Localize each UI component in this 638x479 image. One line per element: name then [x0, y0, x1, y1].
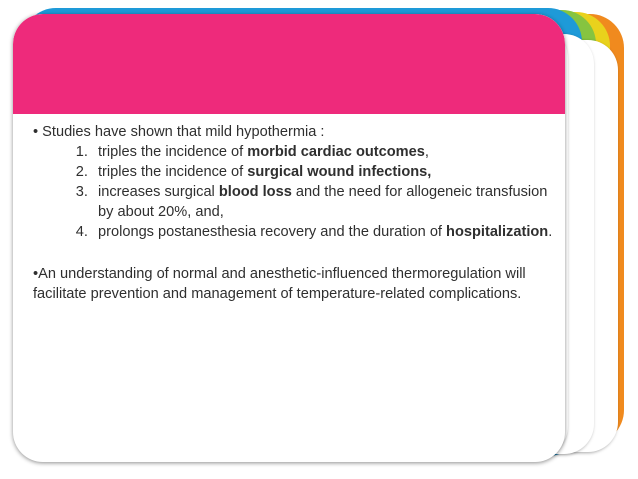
item-text: triples the incidence of — [98, 164, 248, 180]
item-text: . — [548, 224, 553, 240]
title-band — [13, 14, 565, 114]
item-text: , — [424, 144, 429, 160]
intro-bullet: • Studies have shown that mild hypothermia : — [33, 124, 325, 140]
item-text: increases surgical — [98, 184, 219, 200]
item-text: and the need for allogeneic transfusion by about 20%, and, — [98, 184, 548, 220]
list-item — [92, 142, 553, 162]
list-item — [92, 222, 553, 242]
front-page — [13, 14, 565, 462]
list-item — [92, 182, 553, 222]
slide-body — [33, 122, 553, 319]
item-emphasis: hospitalization — [446, 224, 549, 240]
summary-bullet: •An understanding of normal and anesthetic-influenced thermoregulation will facilitate prevention and management of temperature-related complications. — [33, 266, 526, 302]
item-emphasis: morbid cardiac outcomes — [247, 144, 425, 160]
list-item — [92, 162, 553, 182]
findings-list — [33, 142, 553, 242]
item-text: triples the incidence of — [98, 144, 248, 160]
item-emphasis: blood loss — [218, 184, 292, 200]
item-emphasis: surgical wound infections, — [247, 164, 432, 180]
item-text: prolongs postanesthesia recovery and the duration of — [98, 224, 447, 240]
